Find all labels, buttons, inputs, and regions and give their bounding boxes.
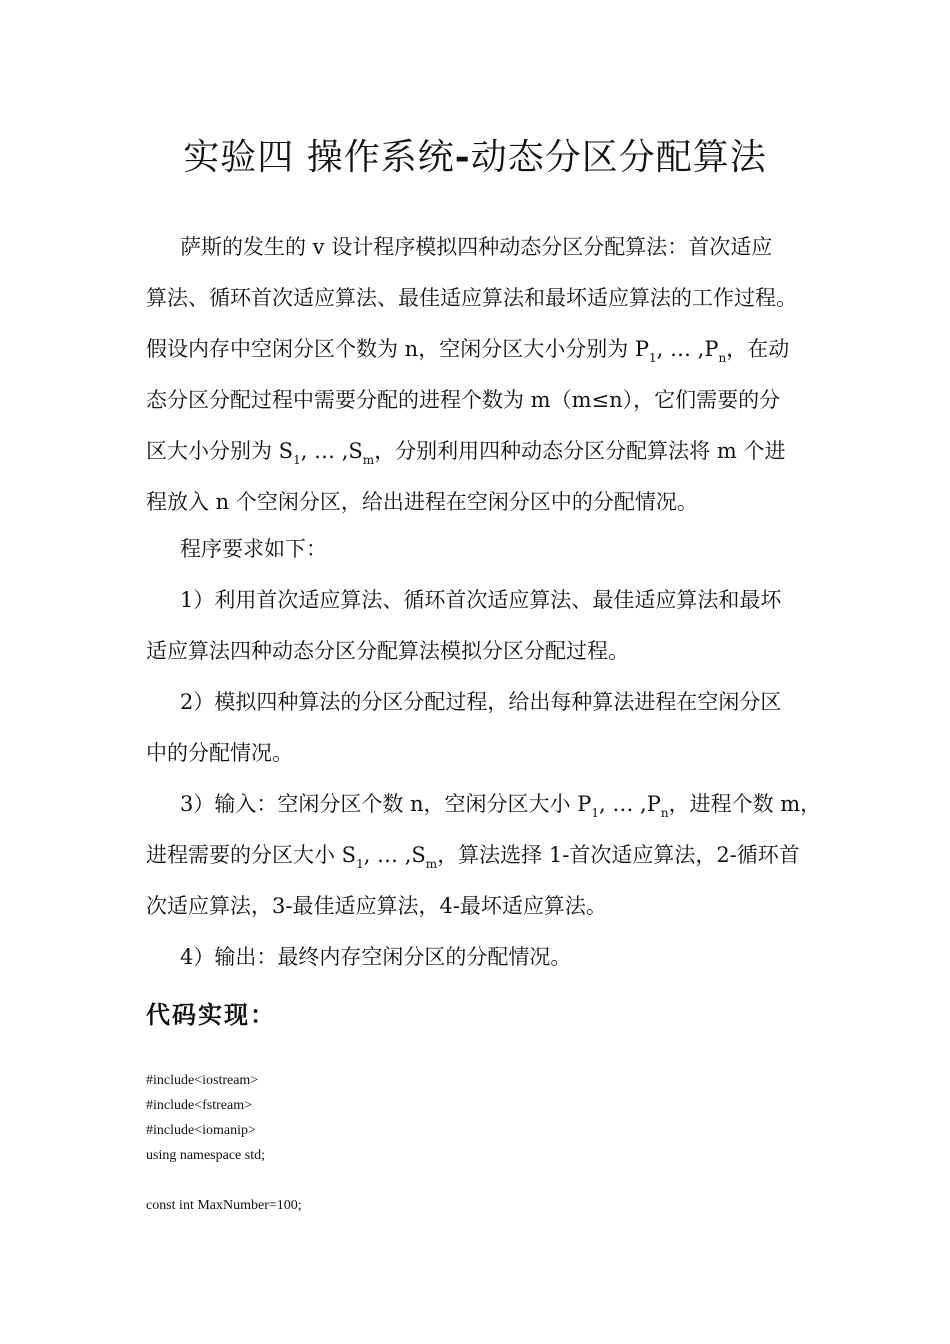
title-part-1: 实验四 操作系统 — [183, 137, 455, 178]
requirement-1-line-2: 适应算法四种动态分区分配算法模拟分区分配过程。 — [146, 639, 629, 663]
requirement-2-line-2: 中的分配情况。 — [146, 741, 293, 765]
code-line: #include<iomanip> — [146, 1123, 256, 1138]
code-line: const int MaxNumber=100; — [146, 1198, 302, 1213]
intro-line-4: 态分区分配过程中需要分配的进程个数为 m（m≤n），它们需要的分 — [146, 388, 781, 412]
code-line: #include<fstream> — [146, 1098, 252, 1113]
requirements-section — [146, 524, 822, 983]
code-line: #include<iostream> — [146, 1073, 259, 1088]
code-line — [146, 1168, 302, 1193]
title-dash: - — [454, 136, 471, 178]
intro-line-2: 算法、循环首次适应算法、最佳适应算法和最坏适应算法的工作过程。 — [146, 286, 797, 310]
code-heading: 代码实现： — [146, 1001, 276, 1029]
title-part-2: 动态分区分配算法 — [470, 137, 767, 178]
document-title — [0, 132, 950, 183]
requirement-2-line-1: 2）模拟四种算法的分区分配过程，给出每种算法进程在空闲分区 — [180, 690, 782, 714]
intro-paragraph — [146, 222, 808, 528]
requirement-3-line-2: 进程需要的分区大小 $S_1$, … $,S_m$，算法选择 1-首次适应算法，2-循环首 — [146, 843, 800, 871]
requirement-3-line-1: 3）输入：空闲分区个数 n，空闲分区大小 $P_1$, … $,P_n$，进程个数 m， — [180, 792, 822, 820]
intro-line-3: 假设内存中空闲分区个数为 n，空闲分区大小分别为 $P_1$, … $,P_n$，在动 — [146, 337, 790, 365]
intro-line-5: 区大小分别为 $S_1$, … $,S_m$，分别利用四种动态分区分配算法将 m 个进 — [146, 439, 786, 467]
requirement-1-line-1: 1）利用首次适应算法、循环首次适应算法、最佳适应算法和最坏 — [180, 588, 782, 612]
requirement-3-line-3: 次适应算法，3-最佳适应算法，4-最坏适应算法。 — [146, 894, 607, 918]
intro-line-1: 萨斯的发生的 v 设计程序模拟四种动态分区分配算法：首次适应 — [180, 235, 773, 259]
code-block — [146, 1068, 302, 1218]
requirements-header: 程序要求如下： — [180, 537, 327, 561]
code-line: using namespace std; — [146, 1148, 265, 1163]
intro-line-6: 程放入 n 个空闲分区，给出进程在空闲分区中的分配情况。 — [146, 490, 698, 514]
requirement-4: 4）输出：最终内存空闲分区的分配情况。 — [180, 945, 572, 969]
